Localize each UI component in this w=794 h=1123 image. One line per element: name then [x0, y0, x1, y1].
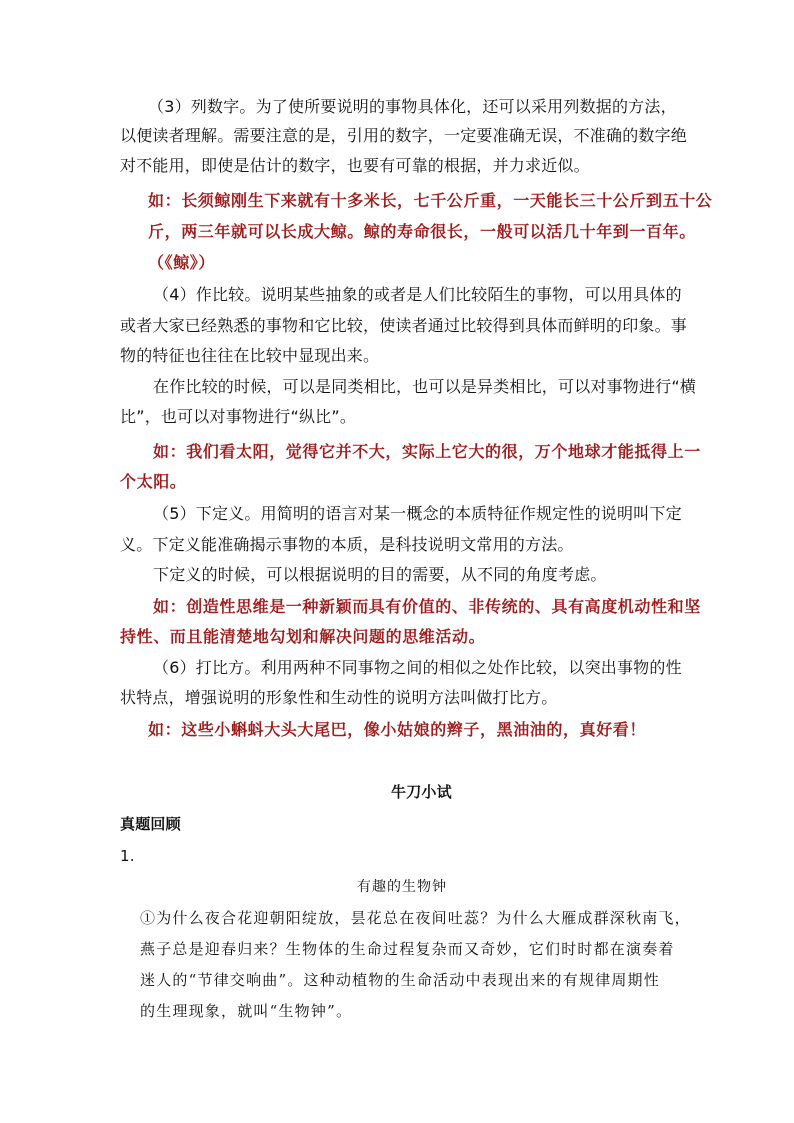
- example4-line1: 如：我们看太阳，觉得它并不大，实际上它大的很，万个地球才能抵得上一: [153, 442, 701, 461]
- section4-line2: 或者大家已经熟悉的事物和它比较，使读者通过比较得到具体而鲜明的印象。事: [120, 316, 688, 335]
- example3-line1: 如：长须鲸刚生下来就有十多米长，七千公斤重，一天能长三十公斤到五十公: [148, 191, 713, 210]
- question-number: 1.: [120, 847, 135, 865]
- section3-line1: （3）列数字。为了使所要说明的事物具体化，还可以采用列数据的方法，: [148, 97, 677, 116]
- section4-line5: 比”，也可以对事物进行“纵比”。: [120, 407, 357, 426]
- example3-line2: 斤，两三年就可以长成大鲸。鲸的寿命很长，一般可以活几十年到一百年。: [148, 222, 696, 241]
- example5-line1: 如：创造性思维是一种新颖而具有价值的、非传统的、具有高度机动性和坚: [153, 597, 701, 616]
- section6-line1: （6）打比方。利用两种不同事物之间的相似之处作比较，以突出事物的性: [153, 658, 682, 677]
- section3-line2: 以便读者理解。需要注意的是，引用的数字，一定要准确无误，不准确的数字绝: [120, 126, 688, 145]
- section4-line3: 物的特征也往往在比较中显现出来。: [120, 346, 380, 365]
- article-line1: ①为什么夜合花迎朝阳绽放，昙花总在夜间吐蕊？为什么大雁成群深秋南飞，: [140, 909, 691, 927]
- example4-line2: 个太阳。: [120, 472, 187, 491]
- section5-line2: 义。下定义能准确揭示事物的本质，是科技说明文常用的方法。: [120, 535, 574, 554]
- example5-line2: 持性、而且能清楚地勾划和解决问题的思维活动。: [120, 627, 486, 646]
- section3-line3: 对不能用，即使是估计的数字，也要有可靠的根据，并力求近似。: [120, 156, 590, 175]
- section5-line3: 下定义的时候，可以根据说明的目的需要，从不同的角度考虑。: [153, 565, 607, 584]
- section4-line1: （4）作比较。说明某些抽象的或者是人们比较陌生的事物，可以用具体的: [153, 285, 682, 304]
- practice-heading: 牛刀小试: [391, 783, 452, 801]
- section6-line2: 状特点，增强说明的形象性和生动性的说明方法叫做打比方。: [120, 688, 558, 707]
- section5-line1: （5）下定义。用简明的语言对某一概念的本质特征作规定性的说明叫下定: [153, 504, 682, 523]
- practice-subheading: 真题回顾: [120, 815, 181, 833]
- example3-line3: （《鲸》）: [148, 253, 216, 272]
- article-line2: 燕子总是迎春归来？生物体的生命过程复杂而又奇妙，它们时时都在演奏着: [140, 940, 675, 958]
- section4-line4: 在作比较的时候，可以是同类相比，也可以是异类相比，可以对事物进行“横: [153, 377, 697, 396]
- article-line4: 的生理现象，就叫“生物钟”。: [140, 1002, 353, 1020]
- article-title: 有趣的生物钟: [357, 879, 447, 895]
- article-line3: 迷人的“节律交响曲”。这种动植物的生命活动中表现出来的有规律周期性: [140, 971, 660, 989]
- example6-line1: 如：这些小蝌蚪大头大尾巴，像小姑娘的辫子，黑油油的，真好看！: [148, 720, 647, 739]
